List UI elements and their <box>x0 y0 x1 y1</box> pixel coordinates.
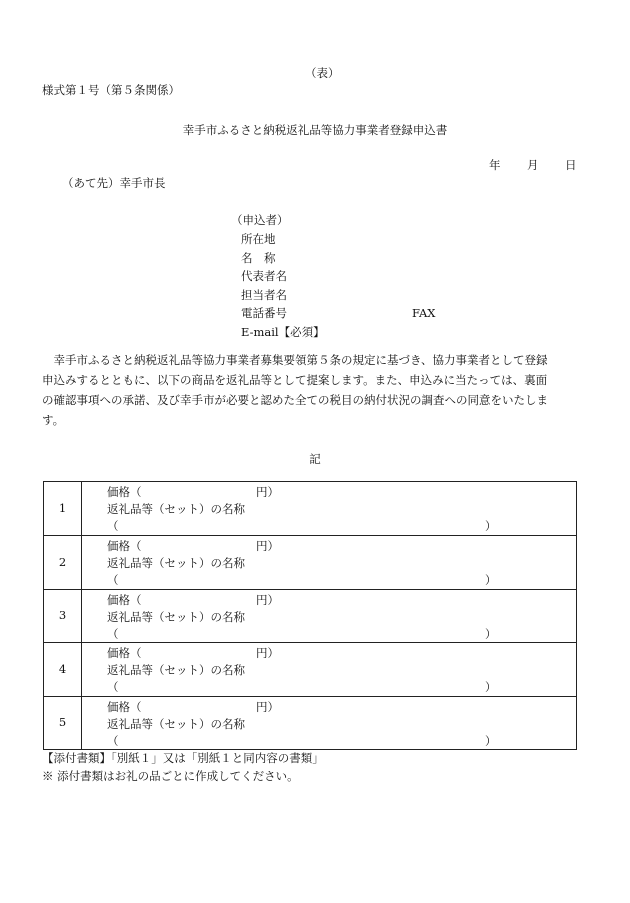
price-open: 価格（ <box>107 646 142 661</box>
applicant-phone-label: 電話番号 <box>241 306 287 320</box>
item-name-label: 返礼品等（セット）の名称 <box>107 556 245 571</box>
body-line-2: 申込みするとともに、以下の商品を返礼品等として提案します。また、申込みに当たっては、裏面 <box>42 373 548 387</box>
applicant-fax-label: FAX <box>412 306 436 320</box>
item-number: 4 <box>44 643 82 695</box>
paren-open: （ <box>107 680 119 695</box>
table-row <box>44 482 576 535</box>
applicant-contact-label: 担当者名 <box>241 288 287 302</box>
side-label: （表） <box>305 66 340 80</box>
table-row <box>44 696 576 749</box>
paren-close: ） <box>485 680 497 695</box>
item-name-label: 返礼品等（セット）の名称 <box>107 502 245 516</box>
price-close: 円） <box>256 485 279 499</box>
price-close: 円） <box>256 592 279 607</box>
paren-close: ） <box>485 573 497 588</box>
paren-close: ） <box>485 733 497 748</box>
price-close: 円） <box>256 699 279 714</box>
price-open: 価格（ <box>107 592 142 607</box>
applicant-heading: （申込者） <box>231 213 289 227</box>
item-name-label: 返礼品等（セット）の名称 <box>107 609 245 624</box>
paren-open: （ <box>107 626 119 641</box>
paren-open: （ <box>107 733 119 748</box>
table-row <box>44 642 576 695</box>
date-month: 月 <box>527 158 539 172</box>
body-line-1: 幸手市ふるさと納税返礼品等協力事業者募集要領第５条の規定に基づき、協力事業者として登録 <box>42 353 548 367</box>
price-open: 価格（ <box>107 539 142 554</box>
item-number: 5 <box>44 697 82 749</box>
item-number: 1 <box>44 482 82 535</box>
paren-close: ） <box>485 519 497 533</box>
form-number: 様式第１号（第５条関係） <box>42 83 180 97</box>
paren-open: （ <box>107 573 119 588</box>
applicant-name-label: 名 称 <box>241 251 276 265</box>
body-line-4: す。 <box>42 413 65 427</box>
price-close: 円） <box>256 539 279 554</box>
applicant-representative-label: 代表者名 <box>241 269 287 283</box>
ki-heading: 記 <box>309 452 321 466</box>
price-close: 円） <box>256 646 279 661</box>
date-year: 年 <box>489 158 501 172</box>
paren-open: （ <box>107 519 119 533</box>
applicant-email-label: E-mail【必須】 <box>241 325 325 339</box>
item-number: 2 <box>44 536 82 588</box>
applicant-address-label: 所在地 <box>241 232 276 246</box>
table-row <box>44 535 576 588</box>
item-name-label: 返礼品等（セット）の名称 <box>107 716 245 731</box>
addressee: （あて先）幸手市長 <box>62 176 166 190</box>
item-number: 3 <box>44 590 82 642</box>
paren-close: ） <box>485 626 497 641</box>
date-day: 日 <box>565 158 577 172</box>
document-title: 幸手市ふるさと納税返礼品等協力事業者登録申込書 <box>182 123 448 137</box>
table-row <box>44 589 576 642</box>
attachment-note: 【添付書類】「別紙１」又は「別紙１と同内容の書類」 <box>42 751 324 765</box>
price-open: 価格（ <box>107 699 142 714</box>
item-name-label: 返礼品等（セット）の名称 <box>107 663 245 678</box>
footer-note: ※ 添付書類はお礼の品ごとに作成してください。 <box>42 769 299 783</box>
price-open: 価格（ <box>107 485 142 499</box>
body-line-3: の確認事項への承諾、及び幸手市が必要と認めた全ての税目の納付状況の調査への同意をいたしま <box>42 393 548 407</box>
items-table <box>43 481 577 750</box>
